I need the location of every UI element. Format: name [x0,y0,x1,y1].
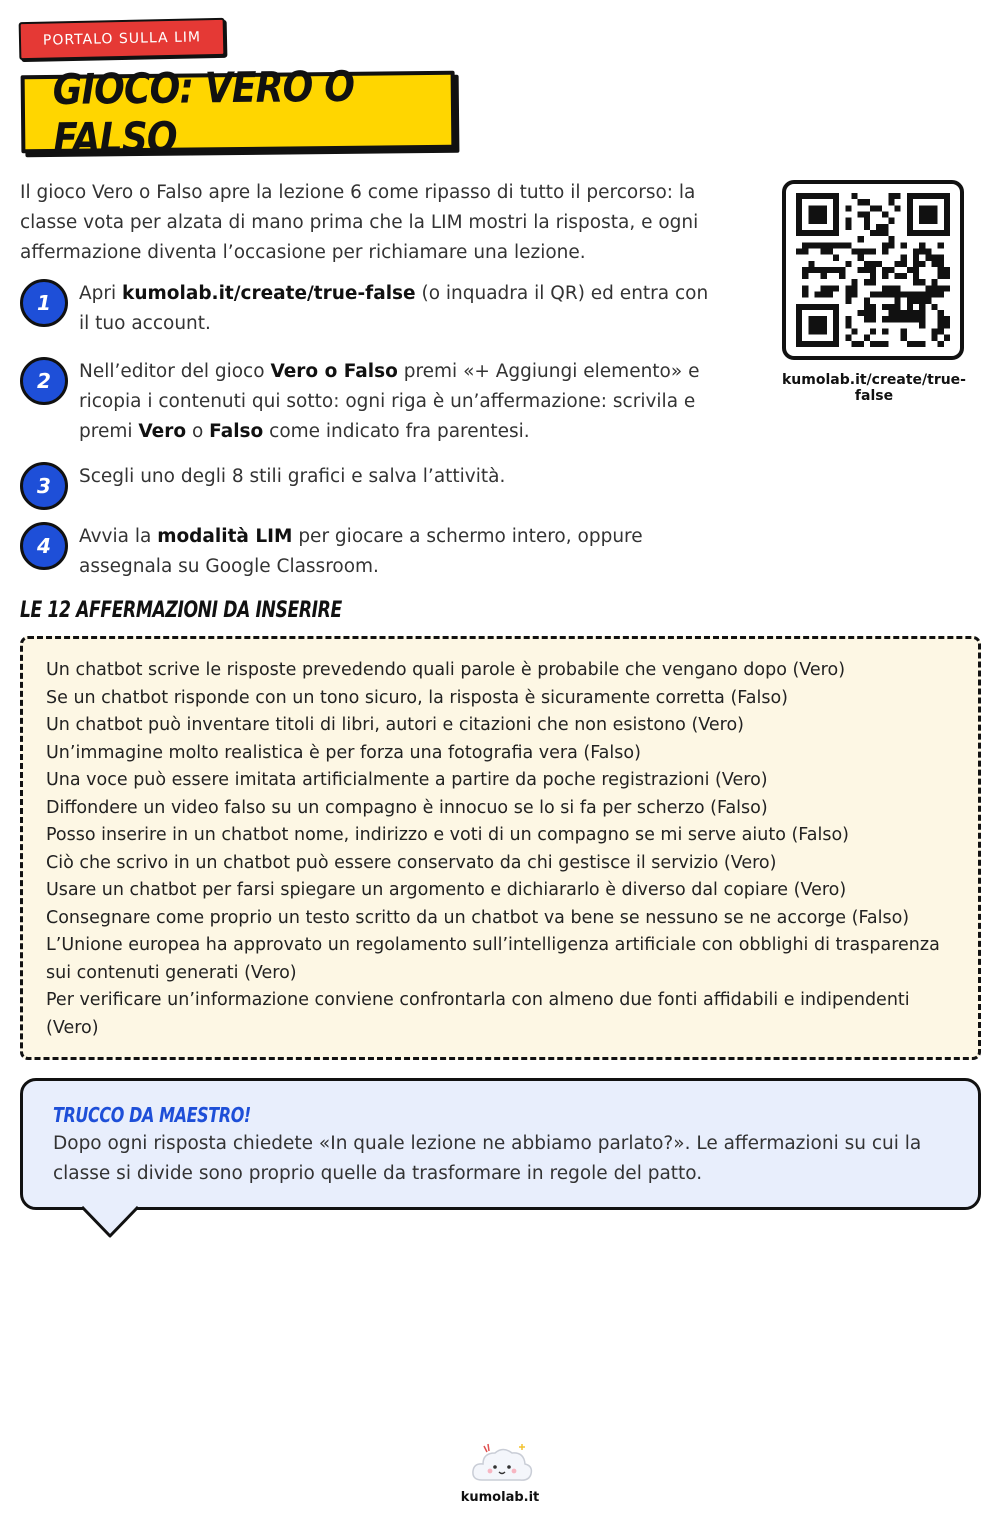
list-item: Consegnare come proprio un testo scritto da un chatbot va bene se nessuno se ne accorge (Falso) [46,907,910,928]
list-item: Ciò che scrivo in un chatbot può essere conservato da chi gestisce il servizio (Vero) [46,852,777,873]
step-text [79,462,719,492]
step-text-part: Nell’editor del gioco [79,361,271,382]
statements-list [20,636,981,1060]
step-text [79,357,719,447]
list-item: Se un chatbot risponde con un tono sicuro, la risposta è sicuramente corretta (Falso) [46,687,788,708]
tip-text: Dopo ogni risposta chiedete «In quale lezione ne abbiamo parlato?». Le affermazioni su cui la classe si divide sono proprio quelle da trasformare in regole del patto. [53,1133,922,1184]
step-number: 3 [20,462,68,510]
step-text-part: o [186,421,210,442]
step-text-part: premi «+ Aggiungi elemento» e ricopia i contenuti qui sotto: ogni riga è un’affermazione: scrivila e premi [79,361,700,442]
list-item: Un’immagine molto realistica è per forza una fotografia vera (Falso) [46,742,641,763]
list-item: Posso inserire in un chatbot nome, indirizzo e voti di un compagno se mi serve aiuto (Falso) [46,825,849,845]
step-text-part: Apri [79,283,123,304]
page-title: GIOCO: VERO O FALSO [52,61,355,163]
intro-paragraph: Il gioco Vero o Falso apre la lezione 6 come ripasso di tutto il percorso: la classe vota per alzata di mano prima che la LIM mostri la risposta, e ogni affermazione diventa l’occasione per richiamare una lezione. [20,182,699,263]
step-text [79,522,719,582]
step-text-bold: Vero [138,421,187,442]
list-item: Un chatbot scrive le risposte prevedendo quali parole è probabile che vengano dopo (Vero) [46,660,846,680]
step-text-part: Avvia la [79,526,158,547]
step-text-part: (o inquadra il QR) ed entra con il tuo account. [79,283,709,334]
step-number: 4 [20,522,68,570]
step-text-part: per giocare a schermo intero, oppure assegnala su Google Classroom. [79,526,643,577]
page-title-box [21,61,456,163]
step-text-part: come indicato fra parentesi. [263,421,530,442]
tip-callout [20,1078,981,1210]
qr-url[interactable]: kumolab.it/create/true-false [782,372,966,404]
step-number: 2 [20,357,68,405]
statements-title: LE 12 AFFERMAZIONI DA INSERIRE [20,598,342,623]
step-text-bold: Vero o Falso [270,361,398,382]
step-text-bold: modalità LIM [157,526,293,547]
speech-pointer-icon [80,1206,140,1240]
qr-code-icon [796,193,950,347]
cloud-logo-icon [470,1440,534,1488]
footer-site[interactable]: kumolab.it [460,1490,540,1505]
list-item: Un chatbot può inventare titoli di libri, autori e citazioni che non esistono (Vero) [46,715,745,735]
step-text-part: Scegli uno degli 8 stili grafici e salva l’attività. [79,466,506,487]
qr-code[interactable] [782,180,964,360]
list-item: L’Unione europea ha approvato un regolamento sull’intelligenza artificiale con obblighi di trasparenza sui contenuti generati (Vero) [46,935,940,983]
step-text-bold: kumolab.it/create/true-false [122,283,416,304]
list-item: Una voce può essere imitata artificialmente a partire da poche registrazioni (Vero) [46,770,768,790]
step-2 [20,357,720,447]
list-item: Diffondere un video falso su un compagno è innocuo se lo si fa per scherzo (Falso) [46,797,768,818]
list-item: Usare un chatbot per farsi spiegare un argomento e dichiararlo è diverso dal copiare (Vero) [46,880,847,900]
step-number: 1 [20,279,68,327]
step-1 [20,279,720,339]
tip-title: TRUCCO DA MAESTRO! [53,1103,251,1127]
step-4 [20,522,720,582]
step-text [79,279,719,339]
step-text-bold: Falso [209,421,264,442]
section-tag-label: PORTALO SULLA LIM [42,29,202,49]
step-3 [20,462,720,512]
list-item: Per verificare un’informazione conviene confrontarla con almeno due fonti affidabili e indipendenti (Vero) [46,990,910,1038]
section-tag [19,18,226,60]
